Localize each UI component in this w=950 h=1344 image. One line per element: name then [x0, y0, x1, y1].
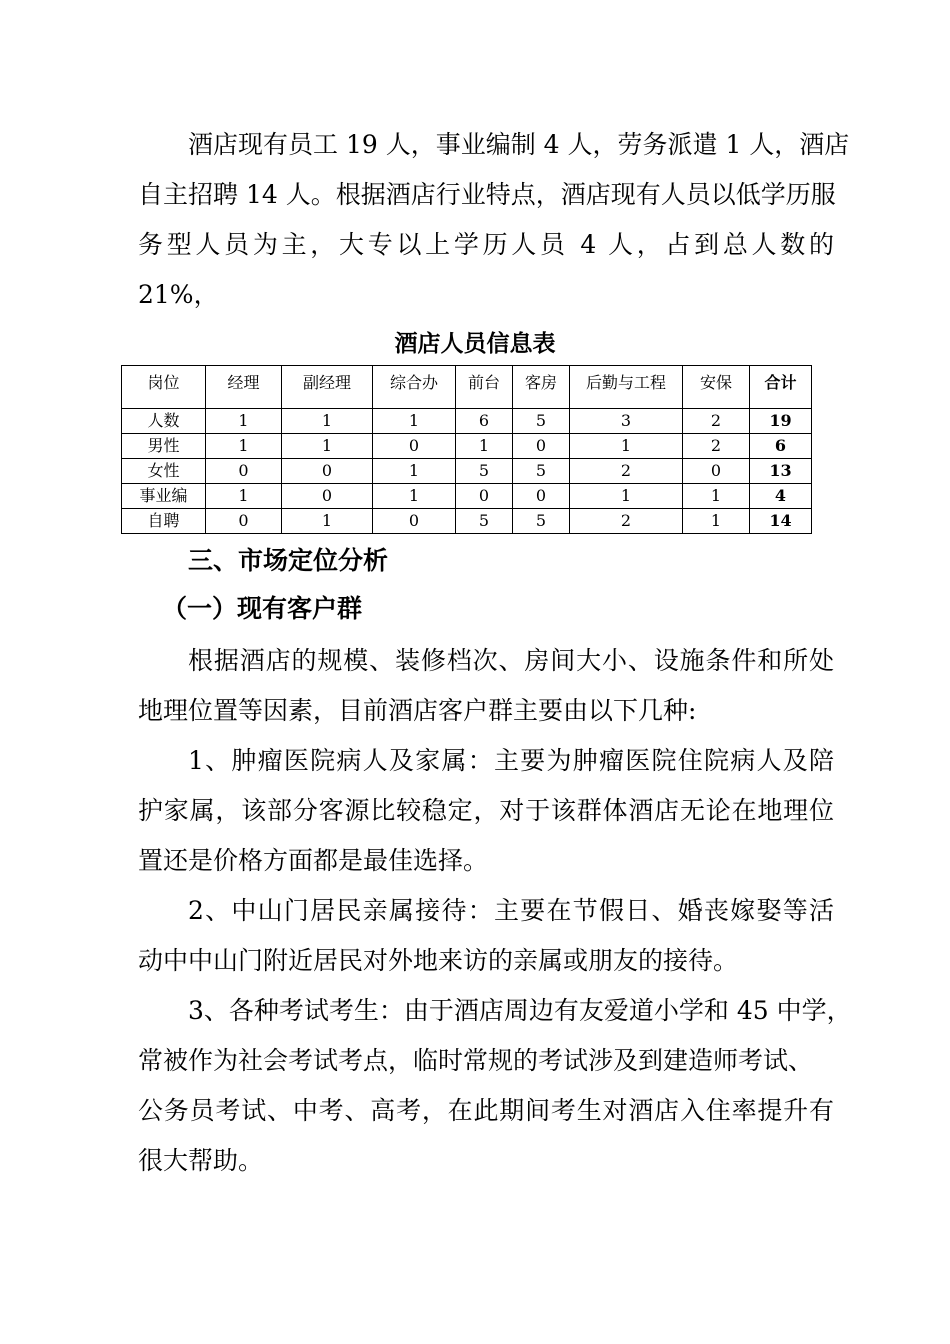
body-line: 2、中山门居民亲属接待：主要在节假日、婚丧嫁娶等活	[188, 896, 834, 925]
table-cell: 1	[373, 409, 456, 434]
table-cell: 0	[456, 484, 513, 509]
table-cell: 5	[513, 409, 570, 434]
table-cell: 1	[282, 509, 373, 534]
header-cell: 综合办	[373, 366, 456, 409]
header-cell-total: 合计	[750, 366, 812, 409]
table-cell: 3	[570, 409, 683, 434]
intro-line-1: 酒店现有员工 19 人，事业编制 4 人，劳务派遣 1 人，酒店	[188, 130, 850, 159]
table-cell: 2	[683, 409, 750, 434]
table-row	[122, 509, 812, 534]
total-cell: 14	[750, 509, 812, 534]
table-cell: 1	[570, 484, 683, 509]
table-row	[122, 434, 812, 459]
body-line: 公务员考试、中考、高考，在此期间考生对酒店入住率提升有	[138, 1096, 834, 1125]
table-cell: 2	[683, 434, 750, 459]
table-cell: 0	[282, 459, 373, 484]
table-row	[122, 459, 812, 484]
table-title: 酒店人员信息表	[394, 331, 556, 357]
body-line: 置还是价格方面都是最佳选择。	[138, 846, 489, 875]
row-label: 男性	[122, 434, 206, 459]
total-cell: 13	[750, 459, 812, 484]
body-line: 护家属，该部分客源比较稳定，对于该群体酒店无论在地理位	[138, 796, 834, 825]
table-cell: 1	[373, 484, 456, 509]
table-cell: 1	[206, 409, 282, 434]
table-cell: 2	[570, 459, 683, 484]
table-cell: 5	[456, 509, 513, 534]
subsection-heading: （一）现有客户群	[162, 594, 363, 623]
table-cell: 1	[373, 459, 456, 484]
table-cell: 1	[683, 509, 750, 534]
table-cell: 6	[456, 409, 513, 434]
header-cell: 前台	[456, 366, 513, 409]
row-label: 事业编	[122, 484, 206, 509]
header-cell: 岗位	[122, 366, 206, 409]
table-cell: 5	[513, 509, 570, 534]
table-header-row	[122, 366, 812, 409]
table-cell: 0	[513, 434, 570, 459]
body-line: 常被作为社会考试考点，临时常规的考试涉及到建造师考试、	[138, 1046, 814, 1075]
header-cell: 副经理	[282, 366, 373, 409]
table-cell: 1	[456, 434, 513, 459]
header-cell: 安保	[683, 366, 750, 409]
table-cell: 1	[282, 434, 373, 459]
intro-line-3: 务型人员为主，大专以上学历人员 4 人，占到总人数的	[138, 230, 834, 259]
body-line: 很大帮助。	[138, 1146, 264, 1175]
table-cell: 0	[373, 434, 456, 459]
table-cell: 0	[206, 509, 282, 534]
row-label: 人数	[122, 409, 206, 434]
header-cell: 后勤与工程	[570, 366, 683, 409]
total-cell: 6	[750, 434, 812, 459]
table-cell: 0	[282, 484, 373, 509]
body-line: 动中中山门附近居民对外地来访的亲属或朋友的接待。	[138, 946, 739, 975]
table-cell: 0	[206, 459, 282, 484]
table-cell: 2	[570, 509, 683, 534]
table-cell: 1	[282, 409, 373, 434]
staff-info-table	[121, 365, 812, 534]
table-cell: 0	[373, 509, 456, 534]
total-cell: 4	[750, 484, 812, 509]
table-row	[122, 409, 812, 434]
body-line: 1、肿瘤医院病人及家属：主要为肿瘤医院住院病人及陪	[188, 746, 834, 775]
table-cell: 5	[513, 459, 570, 484]
table-cell: 5	[456, 459, 513, 484]
table-cell: 0	[513, 484, 570, 509]
row-label: 女性	[122, 459, 206, 484]
total-cell: 19	[750, 409, 812, 434]
table-cell: 0	[683, 459, 750, 484]
body-line: 地理位置等因素，目前酒店客户群主要由以下几种:	[138, 696, 697, 725]
header-cell: 客房	[513, 366, 570, 409]
table-cell: 1	[206, 484, 282, 509]
intro-line-2: 自主招聘 14 人。根据酒店行业特点，酒店现有人员以低学历服	[138, 180, 836, 209]
body-line: 根据酒店的规模、装修档次、房间大小、设施条件和所处	[188, 646, 834, 675]
table-cell: 1	[683, 484, 750, 509]
body-line: 3、各种考试考生：由于酒店周边有友爱道小学和 45 中学，	[188, 996, 852, 1025]
table-row	[122, 484, 812, 509]
table-cell: 1	[206, 434, 282, 459]
section-heading: 三、市场定位分析	[188, 546, 389, 575]
row-label: 自聘	[122, 509, 206, 534]
header-cell: 经理	[206, 366, 282, 409]
table-cell: 1	[570, 434, 683, 459]
intro-line-4: 21%，	[138, 280, 219, 309]
